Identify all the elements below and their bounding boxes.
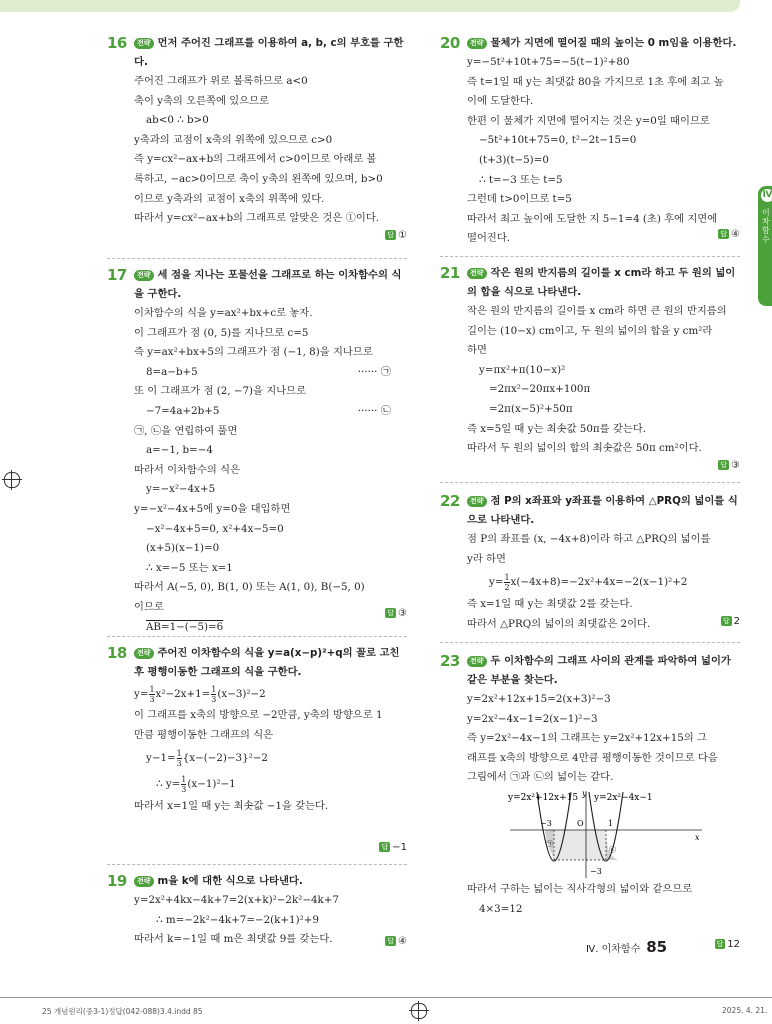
strategy-text: 먼저 주어진 그래프를 이용하여 a, b, c의 부호를 구한다. — [134, 37, 404, 68]
chapter-roman-number: Ⅳ — [762, 190, 772, 200]
strategy-badge: 전략 — [467, 496, 487, 507]
fraction — [211, 685, 216, 704]
region-2-label: ㉡ — [609, 845, 616, 854]
solution-line: 점 P의 좌표를 (x, −4x+8)이라 하고 △PRQ의 넓이를 — [467, 533, 711, 545]
solution-line: 따라서 A(−5, 0), B(1, 0) 또는 A(1, 0), B(−5, 0) — [134, 581, 365, 594]
tick-label: −3 — [590, 866, 602, 876]
answer-label: 답 — [387, 231, 395, 239]
answer-value: −1 — [392, 842, 407, 853]
solution-line: 따라서 이차함수의 식은 — [134, 463, 241, 476]
section-title: Ⅳ. 이차함수 — [586, 944, 641, 955]
problem-number: 16 — [107, 34, 127, 52]
solution-line: y=−x²−4x+5 — [146, 483, 216, 496]
divider — [107, 258, 407, 259]
answer-value: 2 — [733, 616, 740, 627]
answer-badge — [385, 230, 407, 241]
fraction-denominator: 3 — [181, 784, 187, 794]
solution-line: y라 하면 — [467, 552, 506, 565]
solution-line: =2πx²−20πx+100π — [489, 383, 591, 396]
chapter-label: 이차함수 — [762, 208, 770, 244]
solution-line: y=−x²−4x+5에 y=0을 대입하면 — [134, 502, 291, 515]
solution-line: ㉠, ㉡을 연립하여 풀면 — [134, 424, 238, 437]
problem-number: 19 — [107, 872, 127, 890]
problem-number: 21 — [440, 264, 460, 282]
solution-line: 그림에서 ㉠과 ㉡의 넓이는 같다. — [467, 771, 614, 784]
solution-line: 이 그래프를 x축의 방향으로 −2만큼, y축의 방향으로 1 — [134, 709, 383, 721]
equation-text: y−1= — [146, 752, 176, 765]
answer-badge — [718, 229, 740, 240]
answer-badge — [379, 842, 407, 853]
problem-18 — [107, 644, 407, 853]
fraction-numerator: 1 — [181, 774, 187, 784]
chapter-side-tab — [758, 186, 772, 306]
solution-line: 따라서 두 원의 넓이의 합의 최솟값은 50π cm²이다. — [467, 442, 702, 455]
answer-value: ① — [398, 230, 407, 241]
y-axis-label: y — [582, 788, 587, 798]
solution-line — [134, 402, 407, 422]
solution-line: 그런데 t>0이므로 t=5 — [467, 193, 572, 206]
solution-line: y=2x²+12x+15=2(x+3)²−3 — [467, 693, 611, 705]
answer-label: 답 — [716, 940, 724, 948]
parabola-figure — [506, 788, 706, 880]
answer-badge — [718, 460, 740, 471]
answer-label: 답 — [722, 617, 730, 625]
strategy-badge: 전략 — [467, 38, 487, 49]
solution-line: 떨어진다. — [467, 232, 511, 245]
region-2-shade — [606, 830, 619, 860]
divider — [440, 482, 740, 483]
solution-line: −x²−4x+5=0, x²+4x−5=0 — [146, 522, 284, 535]
solution-line — [134, 363, 407, 383]
answer-label: 답 — [381, 843, 389, 851]
solution-line: 즉 y=cx²−ax+b의 그래프에서 c>0이므로 아래로 볼 — [134, 153, 377, 166]
page-footer — [586, 938, 667, 956]
solution-line — [134, 771, 407, 797]
equation-text: (x−1)²−1 — [187, 778, 236, 791]
problem-number: 18 — [107, 644, 127, 662]
answer-value: ④ — [398, 936, 407, 947]
solution-line: 이에 도달한다. — [467, 95, 534, 108]
solution-line — [134, 682, 407, 706]
solution-line: 록하고, −ac>0이므로 축이 y축의 왼쪽에 있으며, b>0 — [134, 172, 383, 185]
strategy-badge: 전략 — [467, 656, 487, 667]
divider — [440, 642, 740, 643]
fraction-denominator: 3 — [211, 694, 217, 704]
solution-line: y=−5t²+10t+75=−5(t−1)²+80 — [467, 56, 630, 68]
solution-line: 즉 t=1일 때 y는 최댓값 80을 가지므로 1초 후에 최고 높 — [467, 75, 724, 88]
solution-line: ab<0 ∴ b>0 — [146, 114, 209, 127]
divider — [440, 256, 740, 257]
answer-value: 12 — [727, 939, 740, 950]
solution-line: 래프를 x축의 방향으로 4만큼 평행이동한 것이므로 다음 — [467, 751, 718, 764]
solution-line — [467, 569, 740, 595]
equation-mark: ······ ㉠ — [357, 365, 391, 378]
solution-line: 만큼 평행이동한 그래프의 식은 — [134, 728, 274, 741]
strategy-badge: 전략 — [134, 876, 154, 887]
answer-value: ③ — [731, 460, 740, 471]
solution-line: ∴ m=−2k²−4k+7=−2(k+1)²+9 — [156, 913, 319, 926]
strategy-text: 주어진 이차함수의 식을 y=a(x−p)²+q의 꼴로 고친 후 평행이동한 그래프의 식을 구한다. — [134, 647, 400, 678]
problem-19 — [107, 872, 407, 950]
equation-text: x²−2x+1= — [155, 688, 211, 700]
problem-17 — [107, 266, 407, 637]
tick-label: 1 — [608, 818, 614, 828]
solution-line: 즉 y=ax²+bx+5의 그래프가 점 (−1, 8)을 지나므로 — [134, 346, 373, 359]
solution-line: 이므로 y축과의 교점이 x축의 위쪽에 있다. — [134, 192, 325, 205]
solution-line: 이차함수의 식을 y=ax²+bx+c로 놓자. — [134, 307, 313, 319]
problem-number: 22 — [440, 492, 460, 510]
fraction — [177, 749, 182, 768]
origin-label: O — [577, 818, 584, 828]
print-file-info: 25 개념원리(중3-1)정답(042-088)3.4.indd 85 — [42, 1007, 203, 1016]
solution-line — [134, 745, 407, 771]
strategy-badge: 전략 — [134, 648, 154, 659]
solution-line: 따라서 구하는 넓이는 직사각형의 넓이와 같으므로 — [467, 882, 693, 895]
fraction-denominator: 3 — [149, 694, 155, 704]
problem-22 — [440, 492, 740, 634]
strategy-text: 두 이차함수의 그래프 사이의 관계를 파악하여 넓이가 같은 부분을 찾는다. — [467, 655, 731, 686]
equation-text: ∴ y= — [156, 778, 181, 791]
answer-badge — [385, 608, 407, 619]
equation-text: (x−3)²−2 — [217, 688, 266, 700]
strategy-heading — [134, 872, 407, 891]
solution-line: 즉 x=5일 때 y는 최솟값 50π를 갖는다. — [467, 422, 646, 435]
equation-mark: ······ ㉡ — [357, 404, 391, 417]
answer-label: 답 — [720, 230, 728, 238]
problem-number: 17 — [107, 266, 127, 284]
region-1-label: ㉠ — [546, 839, 553, 848]
strategy-badge: 전략 — [134, 270, 154, 281]
problem-20 — [440, 34, 740, 249]
solution-line: 이므로 — [134, 600, 164, 613]
solution-line: 길이는 (10−x) cm이고, 두 원의 넓이의 합을 y cm²라 — [467, 324, 713, 337]
problem-21 — [440, 264, 740, 471]
solution-line: (x+5)(x−1)=0 — [146, 542, 220, 555]
tick-label: −3 — [540, 818, 552, 828]
equation-text: −7=4a+2b+5 — [146, 404, 220, 417]
print-date: 2025. 4. 21. — [722, 1006, 768, 1015]
solution-line: 축이 y축의 오른쪽에 있으므로 — [134, 94, 269, 107]
equation-text: y= — [134, 688, 149, 700]
solution-line: 4×3=12 — [479, 902, 523, 915]
fraction-denominator: 3 — [176, 758, 182, 768]
answer-badge — [385, 936, 407, 947]
answer-badge — [721, 616, 740, 627]
equation-text: {x−(−2)−3}²−2 — [182, 752, 268, 765]
page-number: 85 — [646, 938, 668, 956]
solution-line: ∴ t=−3 또는 t=5 — [479, 173, 563, 186]
solution-line: 즉 y=2x²−4x−1의 그래프는 y=2x²+12x+15의 그 — [467, 732, 707, 745]
solution-line: 작은 원의 반지름의 길이를 x cm라 하면 큰 원의 반지름의 — [467, 305, 727, 317]
answer-value: ③ — [398, 608, 407, 619]
solution-line: y=2x²−4x−1=2(x−1)²−3 — [467, 712, 598, 725]
slug-line — [0, 997, 772, 998]
fraction — [149, 685, 154, 704]
equation-text: y= — [489, 576, 504, 589]
strategy-heading — [467, 652, 740, 690]
solution-line: ∴ x=−5 또는 x=1 — [146, 561, 233, 574]
strategy-text: 점 P의 x좌표와 y좌표를 이용하여 △PRQ의 넓이를 식으로 나타낸다. — [467, 495, 738, 526]
solution-line: (t+3)(t−5)=0 — [479, 153, 549, 166]
equation-text: x(−4x+8)=−2x²+4x=−2(x−1)²+2 — [510, 576, 688, 589]
strategy-text: 세 점을 지나는 포물선을 그래프로 하는 이차함수의 식을 구한다. — [134, 269, 402, 300]
equation-text: 8=a−b+5 — [146, 365, 198, 378]
solution-line: y축과의 교점이 x축의 위쪽에 있으므로 c>0 — [134, 133, 333, 146]
problem-16 — [107, 34, 407, 241]
fraction-numerator: 1 — [149, 684, 155, 694]
solution-line: 따라서 x=1일 때 y는 최솟값 −1을 갖는다. — [134, 800, 329, 813]
answer-value: ④ — [731, 229, 740, 240]
strategy-text: 물체가 지면에 떨어질 때의 높이는 0 m임을 이용한다. — [490, 37, 737, 49]
strategy-heading — [134, 34, 407, 72]
solution-line: a=−1, b=−4 — [146, 444, 213, 457]
strategy-heading — [467, 264, 740, 302]
strategy-badge: 전략 — [467, 268, 487, 279]
solution-line: 또 이 그래프가 점 (2, −7)을 지나므로 — [134, 385, 307, 398]
fraction — [504, 573, 509, 592]
solution-line: AB=1−(−5)=6 — [146, 620, 224, 633]
solution-line: y=πx²+π(10−x)² — [479, 363, 566, 376]
divider — [107, 636, 407, 637]
strategy-heading — [467, 34, 740, 53]
x-axis-label: x — [695, 832, 700, 842]
strategy-badge: 전략 — [134, 38, 154, 49]
strategy-text: m을 k에 대한 식으로 나타낸다. — [157, 875, 303, 887]
registration-mark — [411, 1003, 427, 1019]
solution-line: 한편 이 물체가 지면에 떨어지는 것은 y=0일 때이므로 — [467, 114, 710, 127]
solution-line: 이 그래프가 점 (0, 5)를 지나므로 c=5 — [134, 326, 309, 339]
problem-number: 20 — [440, 34, 460, 52]
fraction-numerator: 1 — [211, 684, 217, 694]
curve-1-label: y=2x²+12x+15 — [508, 792, 579, 803]
solution-line: y=2x²+4kx−4k+7=2(x+k)²−2k²−4k+7 — [134, 894, 339, 906]
strategy-heading — [134, 266, 407, 304]
answer-label: 답 — [387, 937, 395, 945]
top-decoration-bar — [0, 0, 740, 12]
curve-2-label: y=2x²−4x−1 — [594, 792, 653, 803]
solution-line: 따라서 △PRQ의 넓이의 최댓값은 2이다. — [467, 617, 651, 630]
answer-label: 답 — [720, 461, 728, 469]
answer-badge — [715, 939, 741, 950]
solution-line: 따라서 최고 높이에 도달한 지 5−1=4 (초) 후에 지면에 — [467, 212, 718, 225]
fraction-numerator: 1 — [504, 572, 510, 582]
strategy-heading — [134, 644, 407, 682]
solution-line: 따라서 k=−1일 때 m은 최댓값 9를 갖는다. — [134, 933, 333, 946]
problem-number: 23 — [440, 652, 460, 670]
fraction — [181, 775, 186, 794]
divider — [107, 864, 407, 865]
solution-line: 하면 — [467, 344, 487, 357]
answer-label: 답 — [387, 609, 395, 617]
solution-line: 주어진 그래프가 위로 볼록하므로 a<0 — [134, 75, 308, 87]
fraction-denominator: 2 — [504, 582, 510, 592]
strategy-heading — [467, 492, 740, 530]
fraction-numerator: 1 — [176, 748, 182, 758]
strategy-text: 작은 원의 반지름의 길이를 x cm라 하고 두 원의 넓이의 합을 식으로 나타낸다. — [467, 267, 736, 298]
solution-line: −5t²+10t+75=0, t²−2t−15=0 — [479, 134, 637, 147]
registration-mark — [4, 472, 20, 488]
solution-line: =2π(x−5)²+50π — [489, 402, 573, 415]
solution-line: 즉 x=1일 때 y는 최댓값 2를 갖는다. — [467, 598, 633, 611]
solution-line: 따라서 y=cx²−ax+b의 그래프로 알맞은 것은 ①이다. — [134, 212, 380, 225]
